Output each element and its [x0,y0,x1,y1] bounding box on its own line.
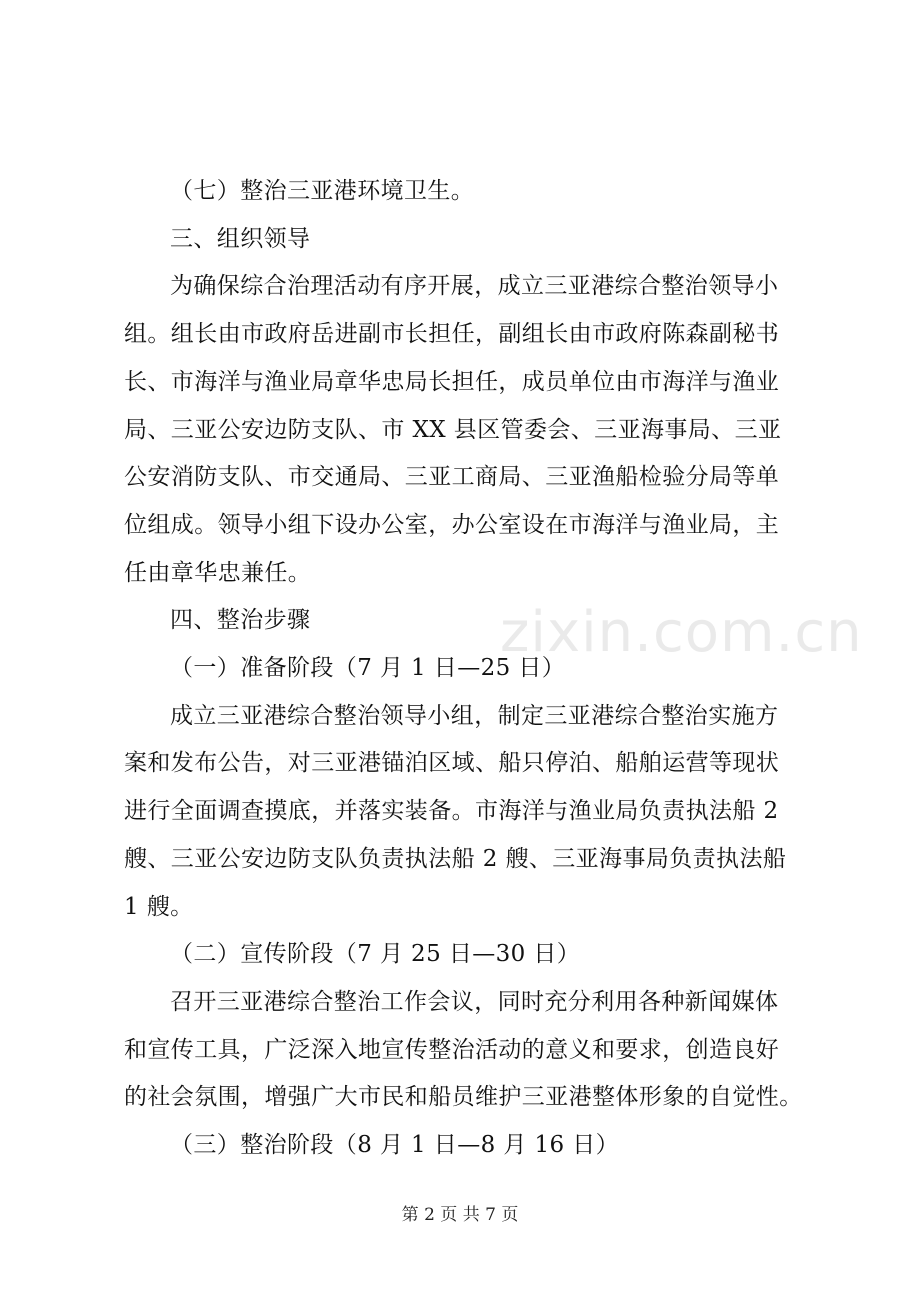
paragraph-line-4: 组。组长由市政府岳进副市长担任，副组长由市政府陈森副秘书 [124,321,780,348]
paragraph-line-5: 长、市海洋与渔业局章华忠局长担任，成员单位由市海洋与渔业 [124,368,780,395]
page-footer: 第 2 页 共 7 页 [401,1205,519,1225]
paragraph-line-20: 的社会氛围，增强广大市民和船员维护三亚港整体形象的自觉性。 [124,1084,803,1111]
document-body [124,168,814,1170]
paragraph-line-14: 进行全面调查摸底，并落实装备。市海洋与渔业局负责执法船 2 [124,798,779,825]
sub-heading-preparation: （一）准备阶段（7 月 1 日—25 日） [170,655,566,682]
paragraph-line-12: 成立三亚港综合整治领导小组，制定三亚港综合整治实施方 [170,702,779,729]
sub-heading-publicity: （二）宣传阶段（7 月 25 日—30 日） [170,941,581,968]
paragraph-line-7: 公安消防支队、市交通局、三亚工商局、三亚渔船检验分局等单 [124,464,780,491]
paragraph-line-15: 艘、三亚公安边防支队负责执法船 2 艘、三亚海事局负责执法船 [124,845,787,872]
sub-heading-rectification: （三）整治阶段（8 月 1 日—8 月 16 日） [170,1132,620,1159]
paragraph-line-1: （七）整治三亚港环境卫生。 [170,178,475,204]
paragraph-line-13: 案和发布公告，对三亚港锚泊区域、船只停泊、船舶运营等现状 [124,750,780,777]
paragraph-line-19: 和宣传工具，广泛深入地宣传整治活动的意义和要求，创造良好 [124,1036,780,1063]
paragraph-line-16: 1 艘。 [124,893,194,920]
paragraph-line-18: 召开三亚港综合整治工作会议，同时充分利用各种新闻媒体 [170,988,779,1015]
paragraph-line-6: 局、三亚公安边防支队、市 XX 县区管委会、三亚海事局、三亚 [124,416,782,443]
paragraph-line-8: 位组成。领导小组下设办公室，办公室设在市海洋与渔业局，主 [124,511,780,538]
paragraph-line-9: 任由章华忠兼任。 [124,559,312,586]
paragraph-line-3: 为确保综合治理活动有序开展，成立三亚港综合整治领导小 [170,273,779,300]
section-heading-steps: 四、整治步骤 [170,607,311,634]
section-heading-organization: 三、组织领导 [170,225,311,252]
watermark: zixin.com.cn [500,600,863,665]
